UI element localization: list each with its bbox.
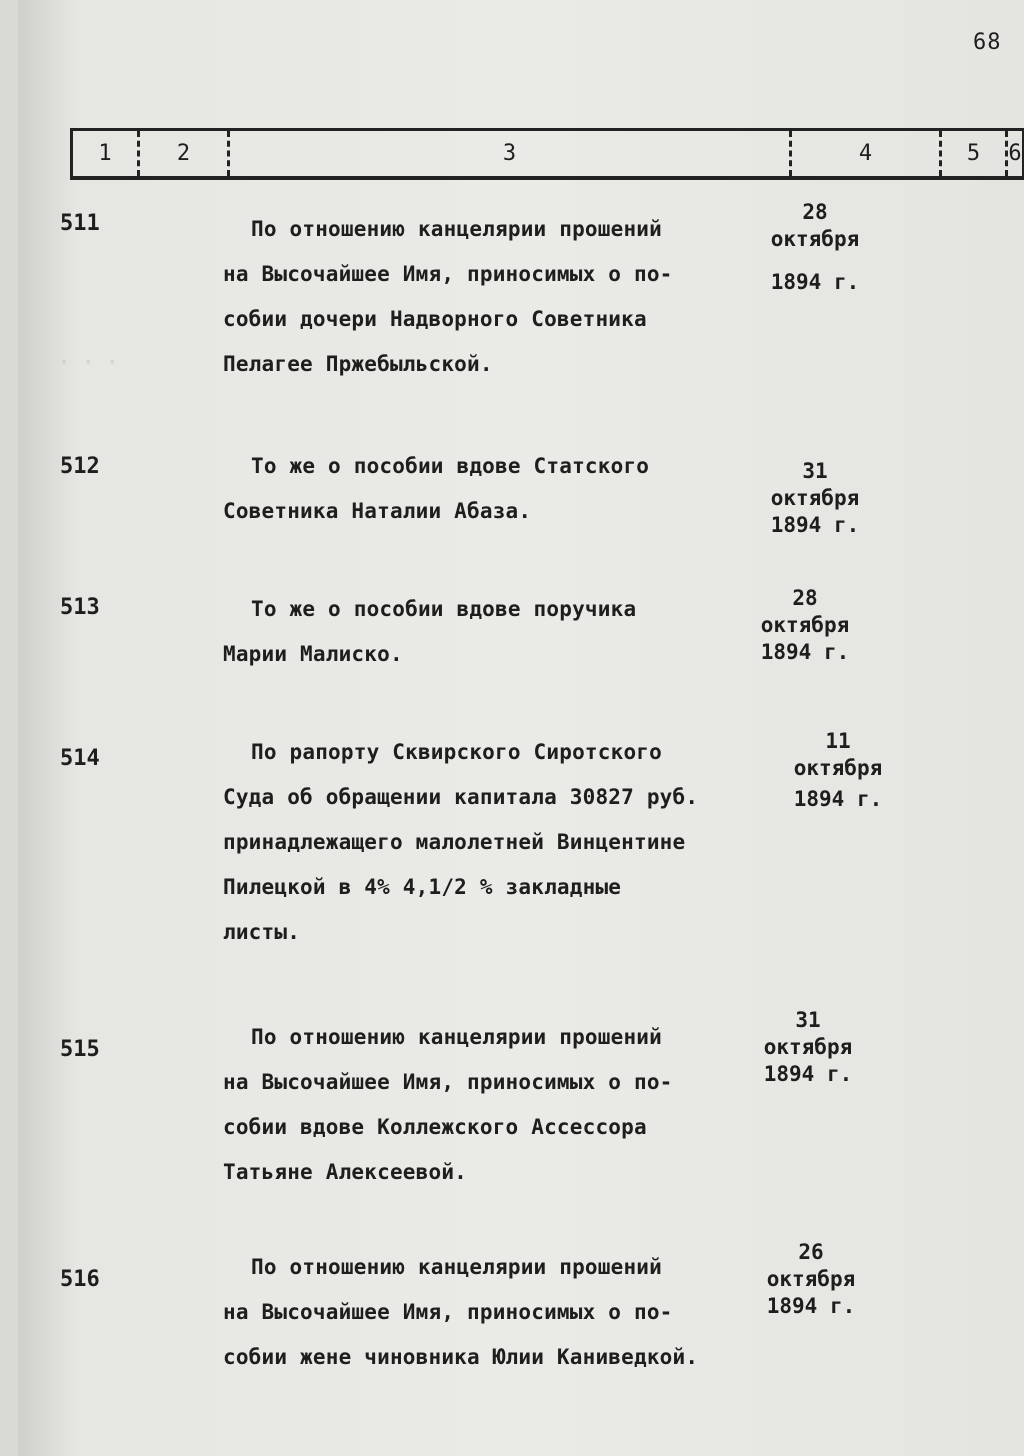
entry-text-line: Татьяне Алексеевой. [223,1160,468,1184]
column-header-3: 3 [227,131,789,176]
entry-number: 516 [60,1267,100,1292]
date-year: 1894 г. [770,270,860,294]
entry-text-line: Пелагее Пржебыльской. [223,352,493,376]
entry-text-line: Марии Малиско. [223,642,403,666]
entry-text-line: листы. [223,920,301,944]
entry-text-line: То же о пособии вдове Статского [251,454,650,478]
entry-text-line: собии вдове Коллежского Ассессора [223,1115,647,1139]
column-header-2: 2 [137,131,227,176]
entry-text-line: Суда об обращении капитала 30827 руб. [223,785,699,809]
page-number: 68 [973,30,1002,55]
column-header-6: 6 [1005,131,1022,176]
entry-date [736,1239,886,1320]
entry-text [223,1015,743,1195]
date-day: 26 [798,1240,824,1264]
date-day: 28 [802,200,828,224]
bleed-through-decoration: · · · [58,350,119,374]
date-month: октября [763,1035,853,1059]
entry-date [733,1007,883,1088]
entry-text-line: принадлежащего малолетней Винцентине [223,830,686,854]
date-year: 1894 г. [760,640,850,664]
entry-number: 513 [60,595,100,620]
date-day: 28 [792,586,818,610]
entry-date [740,199,890,296]
entry-number: 511 [60,211,100,236]
entry-text-line: на Высочайшее Имя, приносимых о по- [223,1070,673,1094]
entry-text-line: на Высочайшее Имя, приносимых о по- [223,1300,673,1324]
entry-text-line: на Высочайшее Имя, приносимых о по- [223,262,673,286]
entry-text [223,1245,743,1380]
entry-date [730,585,880,666]
column-header-1: 1 [98,141,112,166]
entry-text-line: По отношению канцелярии прошений [251,217,662,241]
entry-text-line: Советника Наталии Абаза. [223,499,532,523]
entry-date [740,458,890,539]
date-month: октября [793,756,883,780]
date-month: октября [770,227,860,251]
entry-number: 512 [60,454,100,479]
date-month: октября [770,486,860,510]
entry-text [223,207,743,387]
date-month: октября [760,613,850,637]
entry-text [223,730,743,955]
entry-number: 514 [60,746,100,771]
date-year: 1894 г. [793,787,883,811]
column-header-5: 5 [939,131,1005,176]
entry-text-line: собии дочери Надворного Советника [223,307,647,331]
entry-date [763,728,913,813]
entry-text-line: По рапорту Сквирского Сиротского [251,740,662,764]
date-year: 1894 г. [766,1294,856,1318]
date-day: 11 [825,729,851,753]
entry-number: 515 [60,1037,100,1062]
column-header-4: 4 [789,131,939,176]
entry-text-line: Пилецкой в 4% 4,1/2 % закладные [223,875,622,899]
document-page [18,0,1024,1456]
date-day: 31 [802,459,828,483]
entry-text-line: собии жене чиновника Юлии Каниведкой. [223,1345,699,1369]
entry-text-line: По отношению канцелярии прошений [251,1255,662,1279]
date-month: октября [766,1267,856,1291]
date-day: 31 [795,1008,821,1032]
entry-text-line: То же о пособии вдове поручика [251,597,637,621]
entry-text [223,444,743,534]
date-year: 1894 г. [770,513,860,537]
entry-text-line: По отношению канцелярии прошений [251,1025,662,1049]
column-header-row [70,128,1024,180]
date-year: 1894 г. [763,1062,853,1086]
entry-text [223,587,743,677]
